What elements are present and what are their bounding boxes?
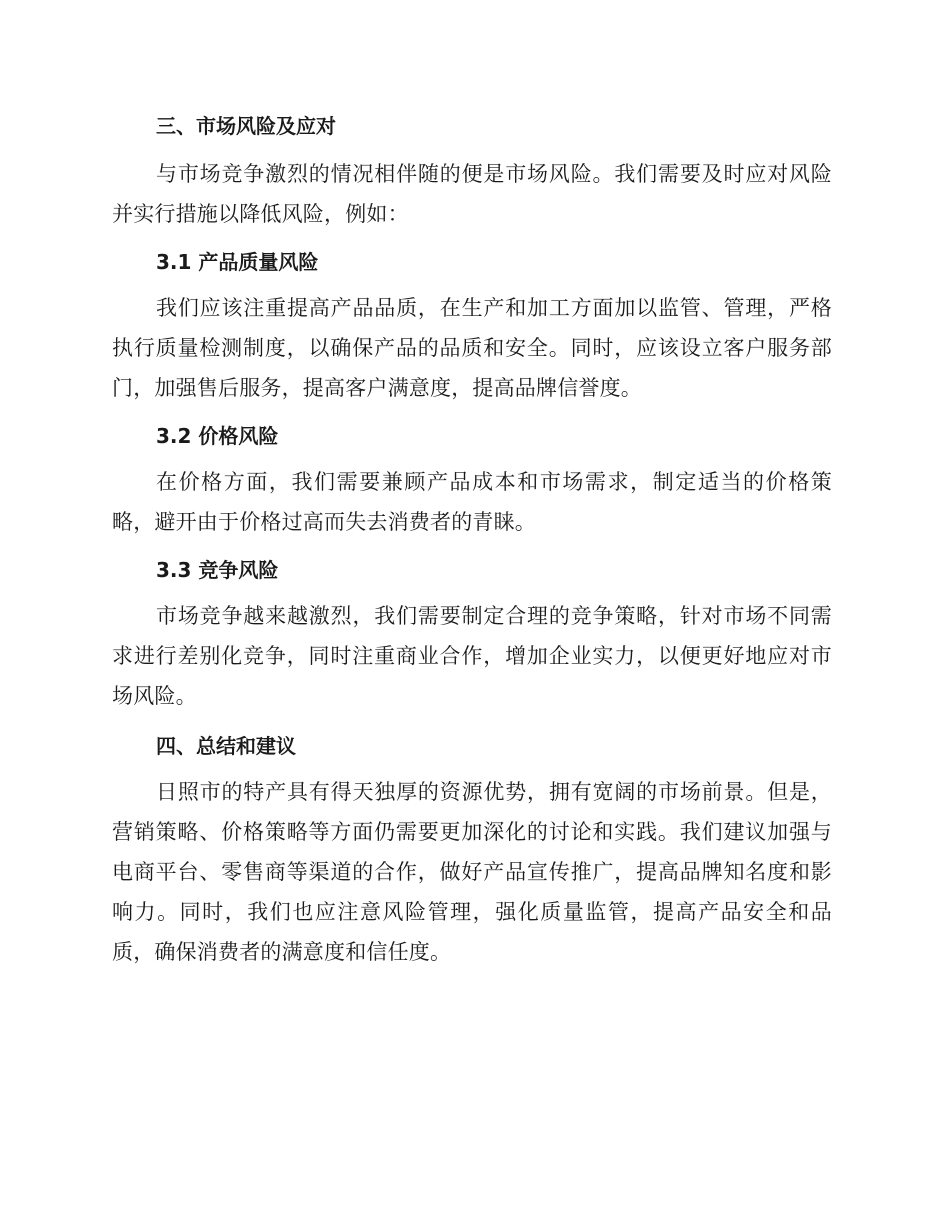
subsection-3-1-paragraph: 我们应该注重提高产品品质，在生产和加工方面加以监管、管理，严格执行质量检测制度，以确保产品的品质和安全。同时，应该设立客户服务部门，加强售后服务，提高客户满意度，提高品牌信誉度。 xyxy=(112,296,832,400)
section-4-paragraph: 日照市的特产具有得天独厚的资源优势，拥有宽阔的市场前景。但是，营销策略、价格策略等方面仍需要更加深化的讨论和实践。我们建议加强与电商平台、零售商等渠道的合作，做好产品宣传推广，提高品牌知名度和影响力。同时，我们也应注意风险管理，强化质量监管，提高产品安全和品质，确保消费者的满意度和信任度。 xyxy=(112,780,832,964)
document-page xyxy=(112,112,832,972)
section-4-heading: 四、总结和建议 xyxy=(156,734,296,758)
subsection-3-3-paragraph: 市场竞争越来越激烈，我们需要制定合理的竞争策略，针对市场不同需求进行差别化竞争，同时注重商业合作，增加企业实力，以便更好地应对市场风险。 xyxy=(112,604,832,708)
subsection-3-3-heading: 3.3 竞争风险 xyxy=(156,558,279,582)
subsection-3-2-paragraph: 在价格方面，我们需要兼顾产品成本和市场需求，制定适当的价格策略，避开由于价格过高而失去消费者的青睐。 xyxy=(112,470,832,534)
subsection-3-1-heading: 3.1 产品质量风险 xyxy=(156,250,319,274)
subsection-3-2-heading: 3.2 价格风险 xyxy=(156,424,279,448)
section-3-heading: 三、市场风险及应对 xyxy=(156,114,336,138)
section-3-intro-paragraph: 与市场竞争激烈的情况相伴随的便是市场风险。我们需要及时应对风险并实行措施以降低风险，例如： xyxy=(112,162,832,226)
